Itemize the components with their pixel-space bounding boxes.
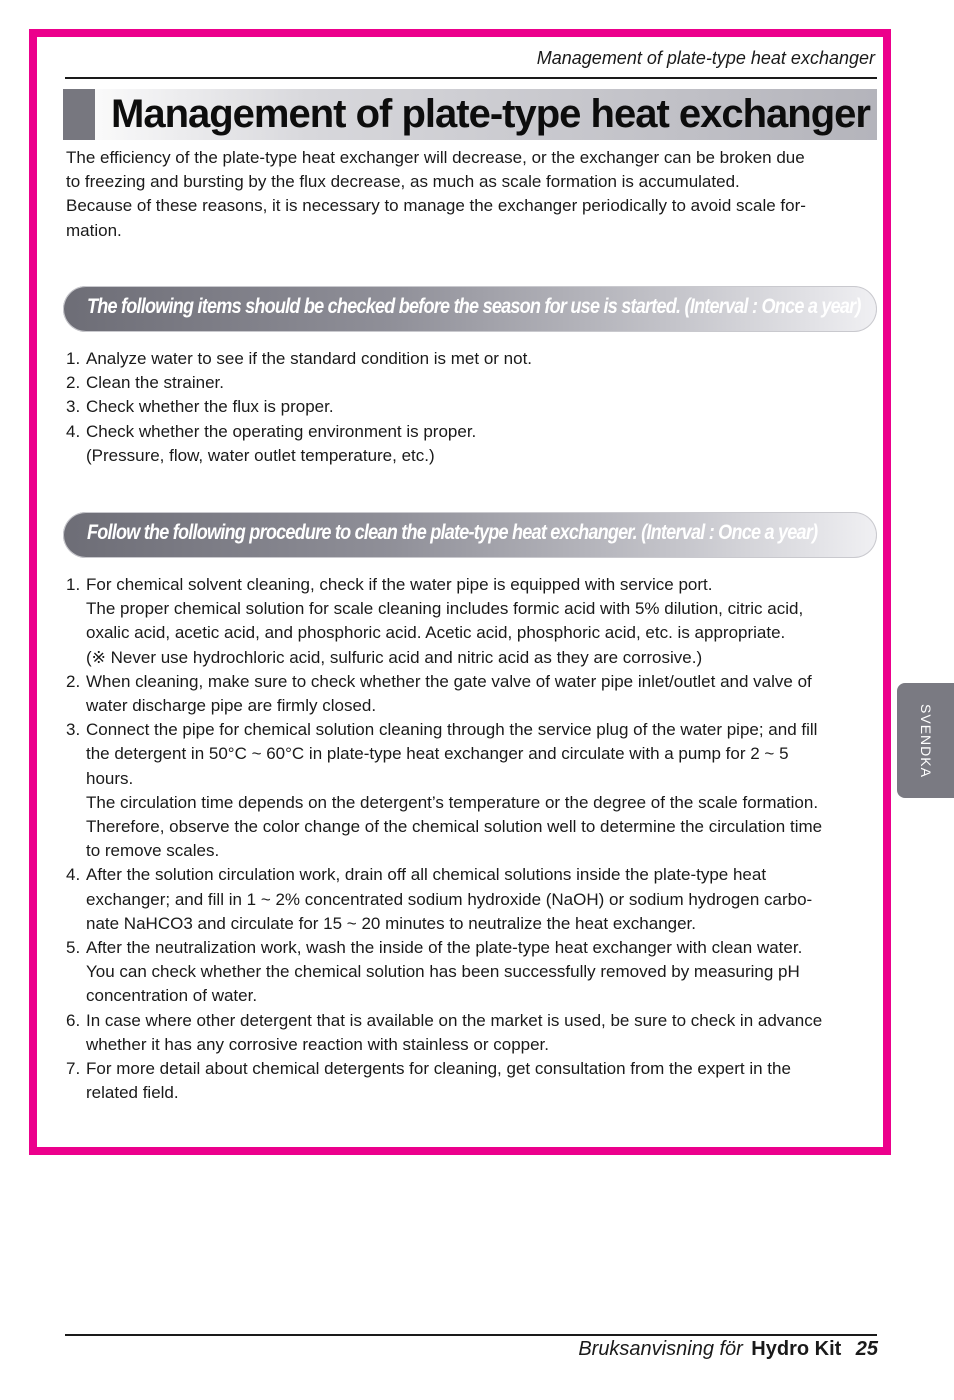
intro-line: The efficiency of the plate-type heat exchanger will decrease, or the exchanger can be broken due (66, 148, 805, 167)
list-item-number: 4. (66, 421, 81, 441)
list-item-line: exchanger; and fill in 1 ~ 2% concentrated sodium hydroxide (NaOH) or sodium hydrogen carbo- (86, 889, 813, 909)
list-item-line: You can check whether the chemical solution has been successfully removed by measuring pH (86, 962, 800, 982)
list-item-number: 3. (66, 720, 81, 740)
check-items-list (66, 347, 876, 468)
list-item (66, 1057, 876, 1105)
title-bar (63, 89, 877, 140)
list-item-number: 1. (66, 575, 81, 594)
list-item-line: water discharge pipe are firmly closed. (86, 696, 377, 716)
list-item (66, 1009, 876, 1057)
list-item-line: (※ Never use hydrochloric acid, sulfuric acid and nitric acid as they are corrosive.) (86, 647, 703, 667)
list-item-line: The proper chemical solution for scale cleaning includes formic acid with 5% dilution, citric acid, (86, 599, 804, 619)
list-item-line: Analyze water to see if the standard condition is met or not. (86, 349, 533, 368)
list-item-number: 2. (66, 373, 81, 393)
list-item-line: Check whether the operating environment is proper. (86, 421, 477, 441)
list-item-line: whether it has any corrosive reaction with stainless or copper. (86, 1034, 550, 1054)
list-item-number: 7. (66, 1059, 81, 1079)
list-item-number: 5. (66, 938, 81, 958)
intro-line: mation. (66, 220, 122, 240)
cleaning-procedure-list (66, 573, 876, 1105)
list-item-line: to remove scales. (86, 841, 220, 861)
list-item-line: For chemical solvent cleaning, check if the water pipe is equipped with service port. (86, 575, 713, 594)
page-number: 25 (855, 1338, 878, 1360)
list-item-line: hours. (86, 768, 134, 788)
list-item (66, 670, 876, 718)
list-item (66, 718, 876, 863)
list-item (66, 371, 876, 395)
list-item-line: When cleaning, make sure to check whether the gate valve of water pipe inlet/outlet and valve of (86, 671, 812, 691)
list-item-line: For more detail about chemical detergents for cleaning, get consultation from the expert in the (86, 1059, 791, 1079)
footer (578, 1338, 878, 1361)
list-item-line: Clean the strainer. (86, 373, 224, 393)
list-item-line: (Pressure, flow, water outlet temperature, etc.) (86, 445, 435, 465)
list-item-number: 4. (66, 865, 81, 885)
section-heading-cleaning: Follow the following procedure to clean the plate-type heat exchanger. (Interval : Once a year) (87, 521, 818, 544)
list-item (66, 395, 876, 419)
list-item-line: concentration of water. (86, 986, 258, 1006)
list-item-number: 2. (66, 671, 81, 691)
list-item-line: After the solution circulation work, drain off all chemical solutions inside the plate-type heat (86, 865, 767, 885)
language-tab[interactable] (897, 683, 954, 798)
list-item (66, 420, 876, 468)
footer-rule (65, 1334, 877, 1336)
intro-paragraph (66, 146, 874, 243)
section-heading-checks: The following items should be checked before the season for use is started. (Interval : Once a year) (87, 295, 861, 318)
page-title: Management of plate-type heat exchanger (111, 92, 870, 136)
language-tab-label: SVENDKA (917, 703, 934, 778)
section-heading-bar-cleaning (63, 512, 877, 558)
list-item (66, 936, 876, 1009)
list-item-number: 1. (66, 349, 81, 368)
list-item-line: related field. (86, 1083, 179, 1103)
list-item-number: 3. (66, 397, 81, 417)
intro-line: Because of these reasons, it is necessary to manage the exchanger periodically to avoid scale for- (66, 196, 806, 216)
list-item-line: the detergent in 50°C ~ 60°C in plate-type heat exchanger and circulate with a pump for 2 ~ 5 (86, 744, 789, 764)
list-item-number: 6. (66, 1010, 81, 1030)
list-item-line: Connect the pipe for chemical solution cleaning through the service plug of the water pipe; and fill (86, 720, 818, 740)
header-rule (65, 77, 877, 79)
list-item-line: Therefore, observe the color change of the chemical solution well to determine the circulation time (86, 817, 823, 837)
list-item (66, 573, 876, 670)
running-head: Management of plate-type heat exchanger (536, 48, 875, 68)
title-accent-block (63, 89, 95, 140)
list-item-line: The circulation time depends on the detergent’s temperature or the degree of the scale formation. (86, 792, 819, 812)
list-item-line: Check whether the flux is proper. (86, 397, 334, 417)
footer-prefix: Bruksanvisning för (578, 1338, 743, 1360)
list-item-line: In case where other detergent that is available on the market is used, be sure to check in advance (86, 1010, 823, 1030)
footer-product: Hydro Kit (751, 1338, 842, 1360)
list-item (66, 863, 876, 936)
list-item-line: After the neutralization work, wash the inside of the plate-type heat exchanger with clean water. (86, 938, 803, 958)
section-heading-bar-checks (63, 286, 877, 332)
list-item-line: nate NaHCO3 and circulate for 15 ~ 20 minutes to neutralize the heat exchanger. (86, 913, 697, 933)
list-item (66, 347, 876, 371)
list-item-line: oxalic acid, acetic acid, and phosphoric acid. Acetic acid, phosphoric acid, etc. is appropriate. (86, 623, 786, 643)
intro-line: to freezing and bursting by the flux decrease, as much as scale formation is accumulated. (66, 172, 740, 192)
